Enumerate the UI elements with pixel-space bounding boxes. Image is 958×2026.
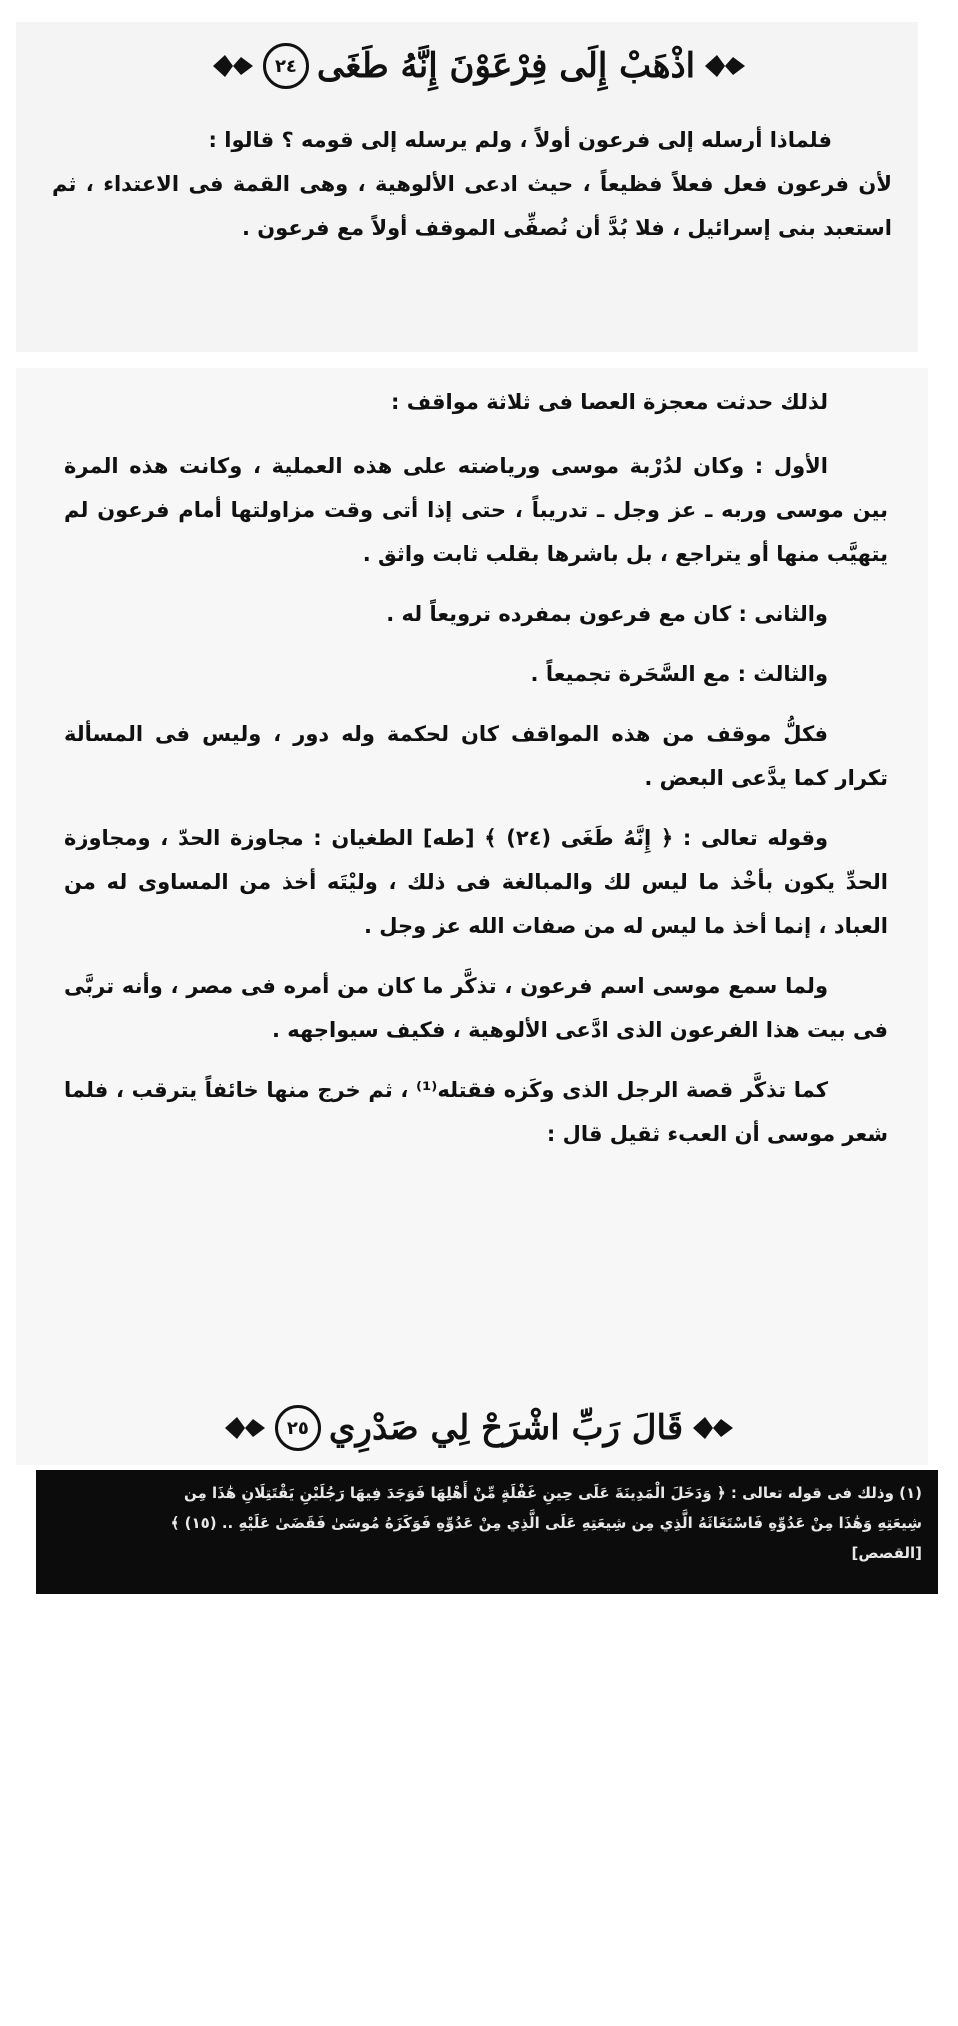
paragraph: ولما سمع موسى اسم فرعون ، تذكَّر ما كان من أمره فى مصر ، وأنه تربَّى فى بيت هذا الفرعون الذى ادَّعى الألوهية ، فكيف سيواجهه . xyxy=(64,974,888,1042)
paragraph: فلماذا أرسله إلى فرعون أولاً ، ولم يرسله إلى قومه ؟ قالوا : xyxy=(208,128,832,152)
main-text-block xyxy=(64,380,888,1156)
paragraph: وقوله تعالى : ﴿ إِنَّهُ طَغَى (٢٤) ﴾ [طه] الطغيان : مجاوزة الحدّ ، ومجاوزة الحدِّ يكون بأخْذ ما ليس لك والمبالغة فى ذلك ، وليْتَه أخذ من المساوى له من العباد ، إنما أخذ ما ليس له من صفات الله عز وجل . xyxy=(64,826,888,938)
verse-text: قَالَ رَبِّ اشْرَحْ لِي صَدْرِي xyxy=(328,1408,684,1448)
footnote-line: [القصص] xyxy=(851,1544,922,1562)
verse-number: ٢٤ xyxy=(263,43,309,89)
paragraph: فكلُّ موقف من هذه المواقف كان لحكمة وله دور ، وليس فى المسألة تكرار كما يدَّعى البعض . xyxy=(64,722,888,790)
verse-number: ٢٥ xyxy=(275,1405,321,1451)
ornament-left-icon xyxy=(211,51,255,81)
footnote-line: شِيعَتِهِ وَهَٰذَا مِنْ عَدُوِّهِ فَاسْتَغَاثَهُ الَّذِي مِن شِيعَتِهِ عَلَى الَّذِي مِنْ عَدُوِّهِ فَوَكَزَهُ مُوسَىٰ فَقَضَىٰ عَلَيْهِ .. (١٥) ﴾ xyxy=(170,1514,922,1532)
paragraph: لذلك حدثت معجزة العصا فى ثلاثة مواقف : xyxy=(391,390,828,414)
paragraph: الأول : وكان لدُرْبة موسى ورياضته على هذه العملية ، وكانت هذه المرة بين موسى وربه ـ عز وجل ـ تدريباً ، حتى إذا أتى وقت مزاولتها أمام فرعون لم يتهيَّب منها أو يتراجع ، بل باشرها بقلب ثابت واثق . xyxy=(64,454,888,566)
footnote xyxy=(36,1470,938,1594)
footnote-line: (١) وذلك فى قوله تعالى : ﴿ وَدَخَلَ الْمَدِينَةَ عَلَى حِينِ غَفْلَةٍ مِّنْ أَهْلِهَا فَوَجَدَ فِيهَا رَجُلَيْنِ يَقْتَتِلَانِ هَٰذَا مِن xyxy=(183,1484,922,1502)
paragraph: والثانى : كان مع فرعون بمفرده ترويعاً له . xyxy=(386,602,828,626)
paragraph: لأن فرعون فعل فعلاً فظيعاً ، حيث ادعى الألوهية ، وهى القمة فى الاعتداء ، ثم استعبد بنى إسرائيل ، فلا بُدَّ أن نُصفِّى الموقف أولاً مع فرعون . xyxy=(52,172,892,240)
ornament-left-icon xyxy=(223,1413,267,1443)
verse-text: اذْهَبْ إِلَى فِرْعَوْنَ إِنَّهُ طَغَى xyxy=(316,46,696,86)
ornament-right-icon xyxy=(691,1413,735,1443)
paragraph: والثالث : مع السَّحَرة تجميعاً . xyxy=(530,662,828,686)
ornament-right-icon xyxy=(703,51,747,81)
verse-heading-bottom xyxy=(0,1400,958,1456)
verse-heading-top xyxy=(0,38,958,94)
top-text-block xyxy=(52,118,892,250)
paragraph: كما تذكَّر قصة الرجل الذى وكَزه فقتله⁽¹⁾ ، ثم خرج منها خائفاً يترقب ، فلما شعر موسى أن العبء ثقيل قال : xyxy=(64,1078,888,1146)
